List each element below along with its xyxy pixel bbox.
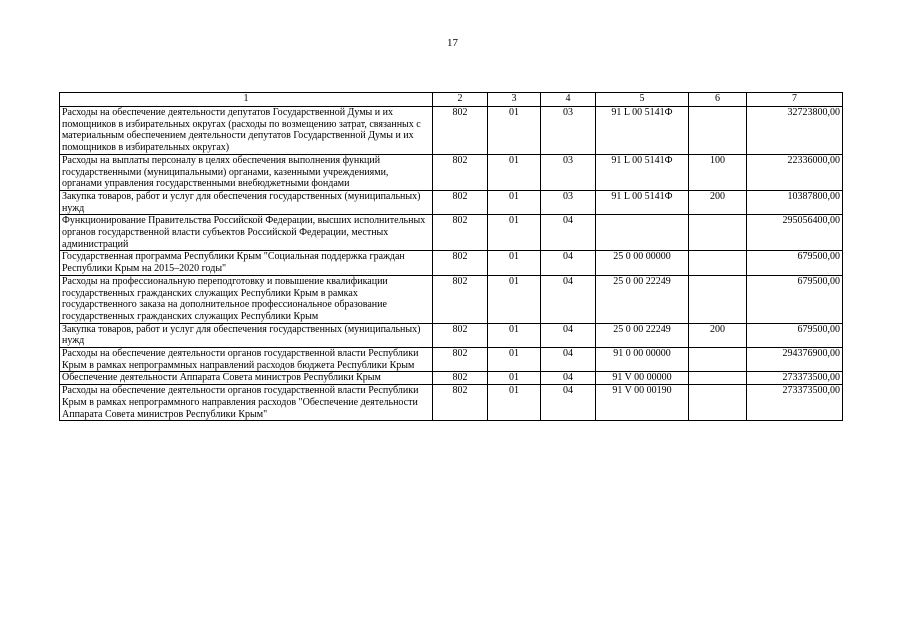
row-amount: 294376900,00 [747, 348, 843, 372]
row-name: Расходы на обеспечение деятельности органов государственной власти Республики Крым в рамках непрограммных направлений расходов бюджета Республики Крым [60, 348, 433, 372]
row-target-article: 91 V 00 00000 [596, 372, 689, 385]
row-ministry: 802 [433, 215, 488, 251]
row-name: Закупка товаров, работ и услуг для обеспечения государственных (муниципальных) нужд [60, 323, 433, 347]
row-ministry: 802 [433, 385, 488, 421]
row-name: Государственная программа Республики Крым "Социальная поддержка граждан Республики Крым на 2015–2020 годы" [60, 251, 433, 275]
row-expense-type [689, 215, 747, 251]
row-ministry: 802 [433, 154, 488, 190]
row-ministry: 802 [433, 372, 488, 385]
table-row [60, 190, 843, 214]
row-target-article: 91 V 00 00190 [596, 385, 689, 421]
row-expense-type [689, 275, 747, 323]
table-row [60, 154, 843, 190]
row-ministry: 802 [433, 323, 488, 347]
header-row [60, 93, 843, 107]
table-row [60, 275, 843, 323]
row-section: 01 [488, 215, 541, 251]
row-expense-type [689, 348, 747, 372]
row-subsection: 04 [541, 348, 596, 372]
row-name: Расходы на обеспечение деятельности органов государственной власти Республики Крым в рамках непрограммного направления расходов "Обеспечение деятельности Аппарата Совета министров Республики Крым" [60, 385, 433, 421]
row-subsection: 03 [541, 190, 596, 214]
row-amount: 679500,00 [747, 275, 843, 323]
row-expense-type [689, 385, 747, 421]
page-number: 17 [447, 37, 458, 49]
row-name: Расходы на выплаты персоналу в целях обеспечения выполнения функций государственными (муниципальными) органами, казенными учреждениями, органами управления государственными внебюджетными фондами [60, 154, 433, 190]
row-amount: 273373500,00 [747, 372, 843, 385]
row-subsection: 04 [541, 251, 596, 275]
table-row [60, 251, 843, 275]
row-amount: 679500,00 [747, 251, 843, 275]
row-section: 01 [488, 190, 541, 214]
column-header: 7 [747, 93, 843, 107]
row-expense-type [689, 372, 747, 385]
row-amount: 32723800,00 [747, 107, 843, 155]
table-row [60, 323, 843, 347]
row-expense-type: 200 [689, 190, 747, 214]
row-name: Обеспечение деятельности Аппарата Совета министров Республики Крым [60, 372, 433, 385]
row-expense-type [689, 251, 747, 275]
row-expense-type: 200 [689, 323, 747, 347]
column-header: 1 [60, 93, 433, 107]
row-target-article [596, 215, 689, 251]
budget-table [59, 92, 843, 421]
row-section: 01 [488, 323, 541, 347]
row-ministry: 802 [433, 107, 488, 155]
row-ministry: 802 [433, 190, 488, 214]
row-name: Закупка товаров, работ и услуг для обеспечения государственных (муниципальных) нужд [60, 190, 433, 214]
row-section: 01 [488, 251, 541, 275]
row-section: 01 [488, 348, 541, 372]
column-header: 3 [488, 93, 541, 107]
row-section: 01 [488, 385, 541, 421]
row-target-article: 91 L 00 5141Ф [596, 190, 689, 214]
row-subsection: 04 [541, 275, 596, 323]
table-row [60, 372, 843, 385]
row-subsection: 04 [541, 372, 596, 385]
row-expense-type [689, 107, 747, 155]
row-section: 01 [488, 275, 541, 323]
row-ministry: 802 [433, 251, 488, 275]
row-amount: 295056400,00 [747, 215, 843, 251]
row-section: 01 [488, 107, 541, 155]
row-target-article: 25 0 00 22249 [596, 275, 689, 323]
table-row [60, 385, 843, 421]
row-subsection: 04 [541, 215, 596, 251]
row-ministry: 802 [433, 348, 488, 372]
table-row [60, 215, 843, 251]
row-name: Функционирование Правительства Российской Федерации, высших исполнительных органов государственной власти субъектов Российской Федерации, местных администраций [60, 215, 433, 251]
row-amount: 22336000,00 [747, 154, 843, 190]
column-header: 4 [541, 93, 596, 107]
row-subsection: 03 [541, 154, 596, 190]
row-target-article: 25 0 00 22249 [596, 323, 689, 347]
table-row [60, 348, 843, 372]
row-section: 01 [488, 154, 541, 190]
row-target-article: 91 L 00 5141Ф [596, 107, 689, 155]
table-row [60, 107, 843, 155]
row-name: Расходы на профессиональную переподготовку и повышение квалификации государственных гражданских служащих Республики Крым в рамках государственного заказа на дополнительное профессиональное образование государственных гражданских служащих Республики Крым [60, 275, 433, 323]
row-subsection: 04 [541, 385, 596, 421]
column-header: 6 [689, 93, 747, 107]
column-header: 5 [596, 93, 689, 107]
column-header: 2 [433, 93, 488, 107]
row-target-article: 91 L 00 5141Ф [596, 154, 689, 190]
row-target-article: 91 0 00 00000 [596, 348, 689, 372]
row-subsection: 03 [541, 107, 596, 155]
row-ministry: 802 [433, 275, 488, 323]
row-amount: 273373500,00 [747, 385, 843, 421]
row-target-article: 25 0 00 00000 [596, 251, 689, 275]
row-expense-type: 100 [689, 154, 747, 190]
row-amount: 679500,00 [747, 323, 843, 347]
row-name: Расходы на обеспечение деятельности депутатов Государственной Думы и их помощников в избирательных округах (расходы по возмещению затрат, связанных с материальным обеспечением деятельности депутатов Государственной Думы и их помощников в избирательных округах) [60, 107, 433, 155]
row-amount: 10387800,00 [747, 190, 843, 214]
row-subsection: 04 [541, 323, 596, 347]
row-section: 01 [488, 372, 541, 385]
